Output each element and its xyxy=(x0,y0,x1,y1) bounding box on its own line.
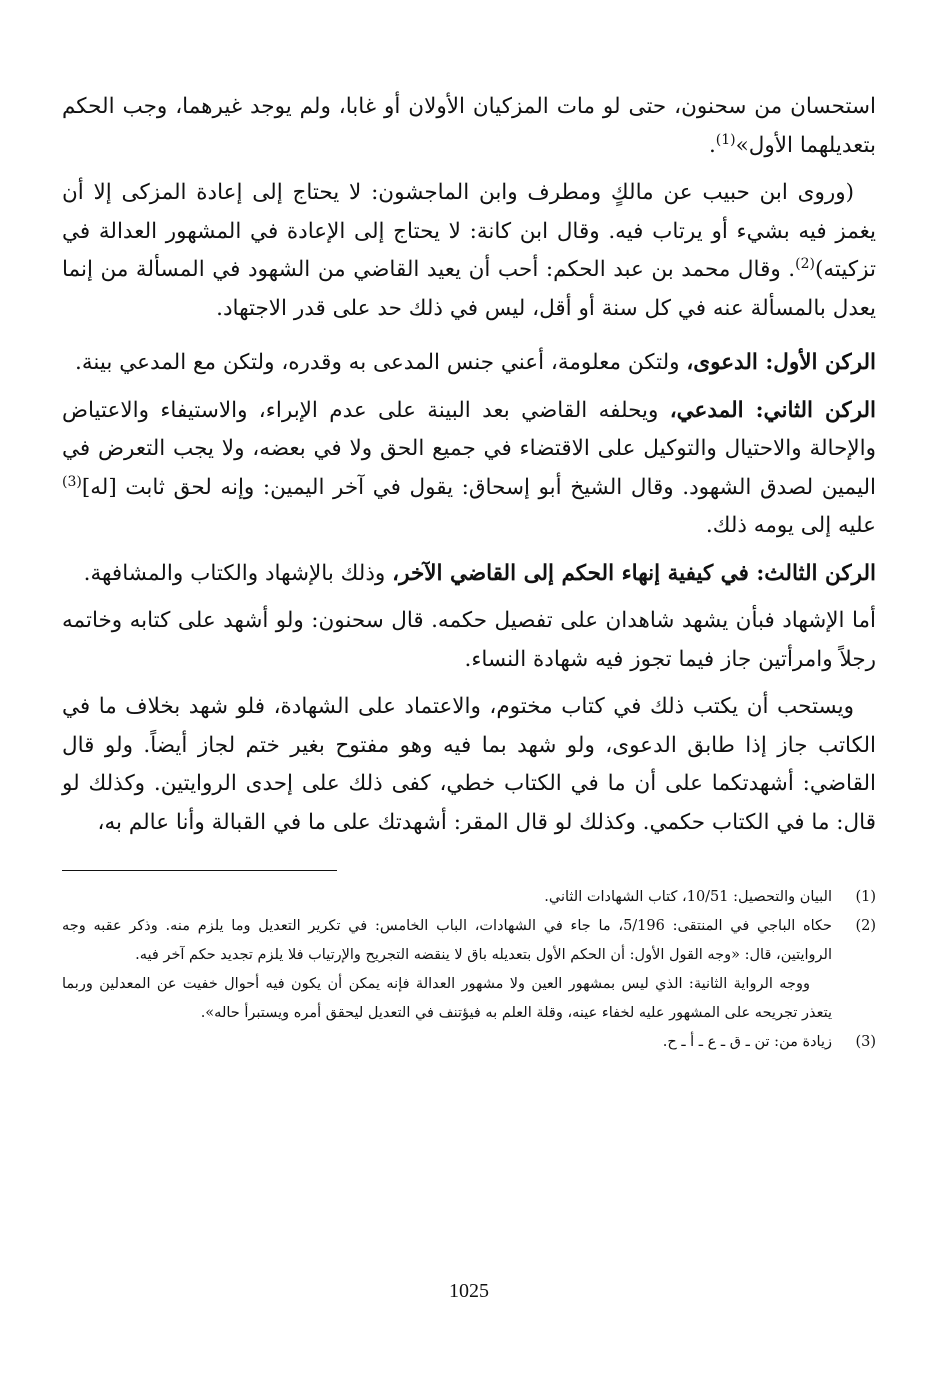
paragraph-7: ويستحب أن يكتب ذلك في كتاب مختوم، والاعتماد على الشهادة، فلو شهد بخلاف ما في الكاتب جاز إذا طابق الدعوى، ولو شهد بما فيه وهو مفتوح بغير ختم لجاز أيضاً. ولو قال القاضي: أشهدتكما على أن ما في الكتاب خطي، كفى ذلك على إحدى الروايتين. وكذلك لو قال: ما في الكتاب حكمي. وكذلك لو قال المقر: أشهدتك على ما في القبالة وأنا عالم به، xyxy=(62,694,876,835)
paragraph-pillar-3: الركن الثالث: في كيفية إنهاء الحكم إلى القاضي الآخر، وذلك بالإشهاد والكتاب والمشافهة. xyxy=(83,560,876,586)
footnote-2-continuation: ووجه الرواية الثانية: الذي ليس بمشهور العين ولا مشهور العدالة فإنه يمكن أن يكون فيه أحوال خفيت عن المعدلين وربما يتعذر تجريحه على المشهور عليه لخفاء عينه، وقلة العلم به فيؤتنف في التعديل ليحقق أمره ويستبرأ حاله». xyxy=(62,976,832,1021)
pillar-1-title: الركن الأول: الدعوى، xyxy=(686,350,876,375)
paragraph-pillar-2: الركن الثاني: المدعي، ويحلفه القاضي بعد البينة على عدم الإبراء، والاستيفاء والاعتياض والإحالة والاحتيال والتوكيل على الاقتضاء في جميع الحق ولا في بعضه، ولا يجب التعرض في اليمين لصدق الشهود. وقال الشيخ أبو إسحاق: يقول في آخر اليمين: وإنه لحق ثابت [له]$^{(3)}$ عليه إلى يومه ذلك. xyxy=(62,397,877,538)
paragraph-1: استحسان من سحنون، حتى لو مات المزكيان الأولان أو غابا، ولم يوجد غيرهما، وجب الحكم بتعديلهما الأول»$^{(1)}$. xyxy=(62,94,876,158)
paragraph-2: (وروى ابن حبيب عن مالكٍ ومطرف وابن الماجشون: لا يحتاج إلى إعادة المزكى إلا أن يغمز فيه بشيء أو يرتاب فيه. وقال ابن كانة: لا يحتاج إلى الإعادة في المشهور العدالة في تزكيته)$^{(2)}$. وقال محمد بن عبد الحكم: أحب أن يعيد القاضي من الشهود في المسألة من إنما يعدل بالمسألة عنه في كل سنة أو أقل، ليس في ذلك حد على قدر الاجتهاد. xyxy=(62,180,876,321)
paragraph-pillar-1: الركن الأول: الدعوى، ولتكن معلومة، أعني جنس المدعى به وقدره، ولتكن مع المدعي بينة. xyxy=(75,350,876,375)
footnote-number: (2) xyxy=(855,918,876,934)
pillar-2-title: الركن الثاني: المدعي، xyxy=(669,397,877,423)
footnote-ref-3[interactable]: (3) xyxy=(62,473,82,490)
footnotes xyxy=(62,883,876,1057)
pillar-3-title: الركن الثالث: في كيفية إنهاء الحكم إلى القاضي الآخر، xyxy=(392,560,876,586)
page-number: 1025 xyxy=(449,1280,489,1302)
paragraph-6: أما الإشهاد فبأن يشهد شاهدان على تفصيل حكمه. قال سحنون: ولو أشهد على كتابه وخاتمه رجلاً وامرأتين جاز فيما تجوز فيه شهادة النساء. xyxy=(62,608,876,672)
footnote-2: (2) حكاه الباجي في المنتقى: 5/196، ما جاء في الشهادات، الباب الخامس: في تكرير التعديل وما يلزم منه. وذكر عقبه وجه الروايتين، قال: «وجه القول الأول: أن الحكم الأول بتعديله باق لا ينقضه التجريح والإرتياب فلا يلزم تجديد حكم آخر فيه. xyxy=(62,912,876,970)
footnote-number: (1) xyxy=(855,889,876,905)
footnote-3: (3) زيادة من: تن ـ ق ـ ع ـ أ ـ ح. xyxy=(62,1028,876,1057)
footnote-1: (1) البيان والتحصيل: 10/51، كتاب الشهادات الثاني. xyxy=(62,883,876,912)
footnote-separator xyxy=(62,870,337,871)
footnote-ref-2[interactable]: (2) xyxy=(795,255,816,272)
footnote-ref-1[interactable]: (1) xyxy=(715,131,736,148)
footnote-number: (3) xyxy=(855,1034,876,1050)
